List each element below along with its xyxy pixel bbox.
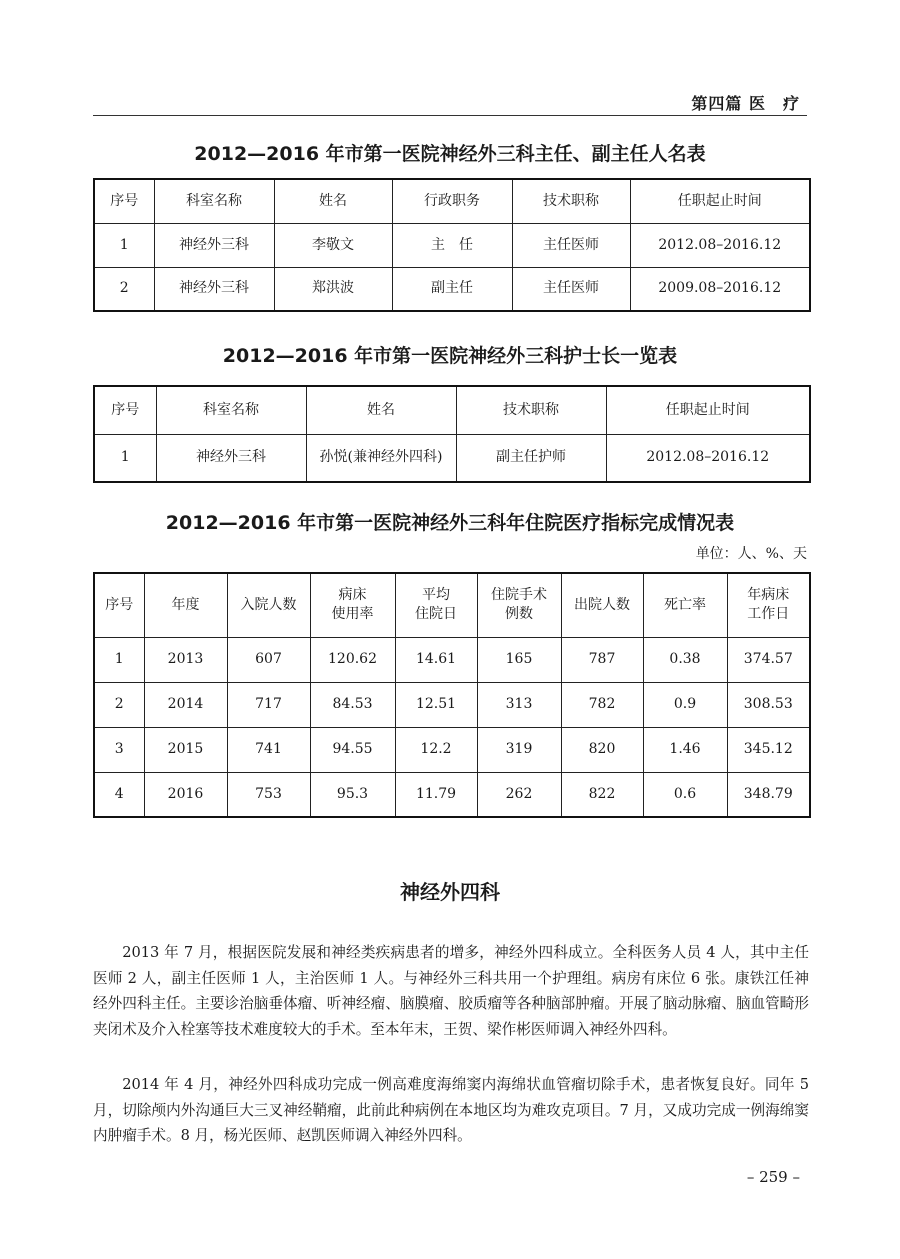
table-cell: 11.79 xyxy=(395,772,477,817)
table-cell: 1.46 xyxy=(643,727,727,772)
table-cell: 1 xyxy=(94,637,144,682)
table-row xyxy=(94,223,810,267)
header-rule xyxy=(93,115,807,116)
table1-header-cell: 序号 xyxy=(94,179,154,223)
table-cell: 主任医师 xyxy=(512,223,630,267)
table-cell: 14.61 xyxy=(395,637,477,682)
table-row xyxy=(94,727,810,772)
table-cell: 94.55 xyxy=(310,727,395,772)
table-cell: 308.53 xyxy=(727,682,810,727)
table3-header-cell: 出院人数 xyxy=(561,573,643,637)
table-cell: 753 xyxy=(227,772,310,817)
table-cell: 2 xyxy=(94,682,144,727)
table-cell: 神经外三科 xyxy=(154,223,274,267)
table-cell: 348.79 xyxy=(727,772,810,817)
table3-header-row xyxy=(94,573,810,637)
table3-header-cell: 序号 xyxy=(94,573,144,637)
table-cell: 820 xyxy=(561,727,643,772)
table3-header-cell: 死亡率 xyxy=(643,573,727,637)
table-cell: 374.57 xyxy=(727,637,810,682)
table-cell: 2016 xyxy=(144,772,227,817)
table-cell: 主 任 xyxy=(392,223,512,267)
table-cell: 741 xyxy=(227,727,310,772)
table-cell: 副主任护师 xyxy=(456,434,606,482)
table1-header-row xyxy=(94,179,810,223)
body-paragraph: 2013 年 7 月，根据医院发展和神经类疾病患者的增多，神经外四科成立。全科医务人员 4 人，其中主任医师 2 人，副主任医师 1 人，主治医师 1 人。与神经外三科共用一个护理组。病房有床位 6 张。康铁江任神经外四科主任。主要诊治脑垂体瘤、听神经瘤、脑膜瘤、胶质瘤等各种脑部肿瘤。开展了脑动脉瘤、脑血管畸形夹闭术及介入栓塞等技术难度较大的手术。至本年末，王贺、梁作彬医师调入神经外四科。 xyxy=(93,944,809,1038)
table-cell: 319 xyxy=(477,727,561,772)
table3-header-cell: 年病床 工作日 xyxy=(727,573,810,637)
page-number: – 259 – xyxy=(746,1168,800,1186)
table2-title: 2012—2016 年市第一医院神经外三科护士长一览表 xyxy=(222,345,678,367)
table-cell: 262 xyxy=(477,772,561,817)
table1-header-cell: 任职起止时间 xyxy=(630,179,810,223)
table2-header-cell: 技术职称 xyxy=(456,386,606,434)
table-cell: 神经外三科 xyxy=(154,267,274,311)
table-cell: 2012.08–2016.12 xyxy=(606,434,810,482)
table1-header-cell: 行政职务 xyxy=(392,179,512,223)
table-cell: 95.3 xyxy=(310,772,395,817)
table-cell: 120.62 xyxy=(310,637,395,682)
table-cell: 345.12 xyxy=(727,727,810,772)
table-cell: 2013 xyxy=(144,637,227,682)
table1-title: 2012—2016 年市第一医院神经外三科主任、副主任人名表 xyxy=(194,143,706,165)
table2-header-row xyxy=(94,386,810,434)
table3-header-cell: 病床 使用率 xyxy=(310,573,395,637)
table-cell: 主任医师 xyxy=(512,267,630,311)
table-cell: 782 xyxy=(561,682,643,727)
table-cell: 0.6 xyxy=(643,772,727,817)
table1-header-cell: 科室名称 xyxy=(154,179,274,223)
body-paragraph: 2014 年 4 月，神经外四科成功完成一例高难度海绵窦内海绵状血管瘤切除手术，患者恢复良好。同年 5 月，切除颅内外沟通巨大三叉神经鞘瘤，此前此种病例在本地区均为难攻克项目。7 月，又成功完成一例海绵窦内肿瘤手术。8 月，杨光医师、赵凯医师调入神经外四科。 xyxy=(93,1076,809,1144)
table-cell: 0.38 xyxy=(643,637,727,682)
section-title: 神经外四科 xyxy=(400,880,500,904)
table-cell: 2 xyxy=(94,267,154,311)
table-cell: 2015 xyxy=(144,727,227,772)
table-cell: 2009.08–2016.12 xyxy=(630,267,810,311)
table-cell: 787 xyxy=(561,637,643,682)
table-cell: 1 xyxy=(94,223,154,267)
table-row xyxy=(94,682,810,727)
table-cell: 李敬文 xyxy=(274,223,392,267)
table-cell: 165 xyxy=(477,637,561,682)
table-cell: 神经外三科 xyxy=(156,434,306,482)
table-cell: 717 xyxy=(227,682,310,727)
table-cell: 2014 xyxy=(144,682,227,727)
table-cell: 313 xyxy=(477,682,561,727)
table-cell: 3 xyxy=(94,727,144,772)
table3-header-cell: 年度 xyxy=(144,573,227,637)
table2-header-cell: 任职起止时间 xyxy=(606,386,810,434)
table-row xyxy=(94,637,810,682)
table-cell: 1 xyxy=(94,434,156,482)
running-head: 第四篇 医 疗 xyxy=(691,94,800,113)
table3-header-cell: 住院手术 例数 xyxy=(477,573,561,637)
table2 xyxy=(93,385,811,483)
table-row xyxy=(94,434,810,482)
table3 xyxy=(93,572,811,818)
table-cell: 2012.08–2016.12 xyxy=(630,223,810,267)
table-cell: 副主任 xyxy=(392,267,512,311)
table-cell: 0.9 xyxy=(643,682,727,727)
table-row xyxy=(94,267,810,311)
table3-title: 2012—2016 年市第一医院神经外三科年住院医疗指标完成情况表 xyxy=(165,512,735,534)
table2-header-cell: 科室名称 xyxy=(156,386,306,434)
table1 xyxy=(93,178,811,312)
table-cell: 84.53 xyxy=(310,682,395,727)
table3-header-cell: 入院人数 xyxy=(227,573,310,637)
table-cell: 4 xyxy=(94,772,144,817)
table-cell: 607 xyxy=(227,637,310,682)
table-row xyxy=(94,772,810,817)
table-cell: 12.2 xyxy=(395,727,477,772)
unit-label: 单位：人、%、天 xyxy=(695,546,807,562)
table2-header-cell: 姓名 xyxy=(306,386,456,434)
table2-header-cell: 序号 xyxy=(94,386,156,434)
table-cell: 822 xyxy=(561,772,643,817)
table1-header-cell: 姓名 xyxy=(274,179,392,223)
table-cell: 郑洪波 xyxy=(274,267,392,311)
table3-header-cell: 平均 住院日 xyxy=(395,573,477,637)
table-cell: 12.51 xyxy=(395,682,477,727)
table1-header-cell: 技术职称 xyxy=(512,179,630,223)
table-cell: 孙悦(兼神经外四科) xyxy=(306,434,456,482)
